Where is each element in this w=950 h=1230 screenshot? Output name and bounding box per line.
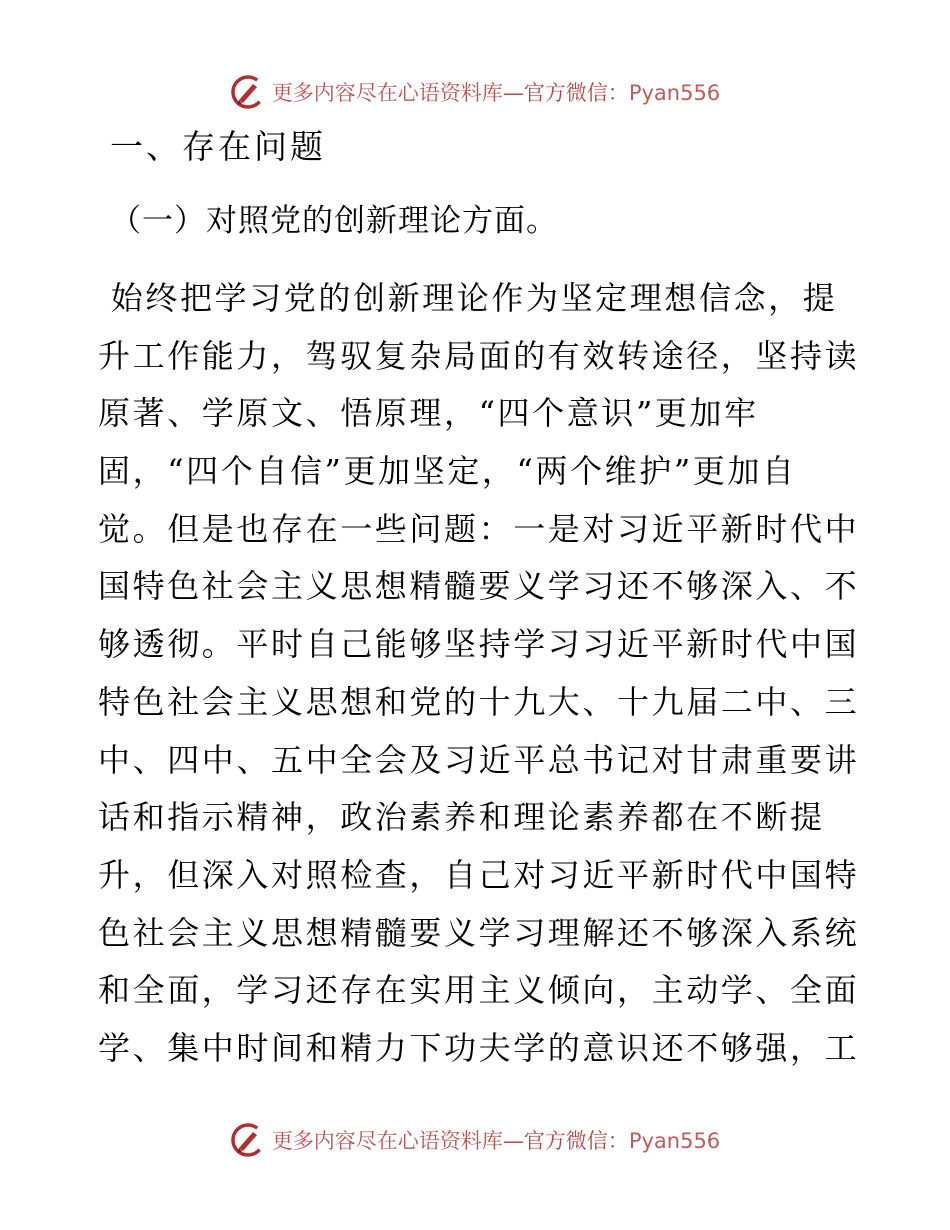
paragraph-line: 国特色社会主义思想精髓要义学习还不够深入、不 (98, 567, 860, 606)
paragraph-line: 始终把学习党的创新理论作为坚定理想信念，提 (98, 279, 838, 317)
pen-circle-logo-icon (230, 74, 266, 110)
watermark-dash: — (502, 81, 524, 105)
paragraph-line: 和全面，学习还存在实用主义倾向，主动学、全面 (98, 971, 860, 1010)
body-paragraph (98, 270, 858, 1078)
paragraph-line: 固，“四个自信”更加坚定，“两个维护”更加自 (98, 452, 797, 491)
watermark-wechat-id: Pyan556 (628, 1129, 721, 1153)
paragraph-line: 升，但深入对照检查，自己对习近平新时代中国特 (98, 855, 860, 894)
pen-circle-logo-icon (230, 1122, 266, 1158)
subsection-heading: （一）对照党的创新理论方面。 (110, 203, 558, 239)
section-heading: 一、存在问题 (110, 127, 326, 166)
watermark-text (272, 77, 720, 107)
watermark-text (272, 1125, 720, 1155)
bottom-watermark-banner (0, 1118, 950, 1162)
watermark-site-name: 更多内容尽在心语资料库 (271, 1129, 503, 1153)
top-watermark-banner (0, 70, 950, 114)
watermark-wechat-label: 官方微信： (523, 1129, 629, 1153)
watermark-site-name: 更多内容尽在心语资料库 (271, 81, 503, 105)
paragraph-line: 特色社会主义思想和党的十九大、十九届二中、三 (98, 682, 860, 721)
paragraph-line: 学、集中时间和精力下功夫学的意识还不够强，工 (98, 1028, 860, 1067)
paragraph-line: 话和指示精神，政治素养和理论素养都在不断提 (98, 798, 825, 837)
paragraph-line: 升工作能力，驾驭复杂局面的有效转途径，坚持读 (98, 336, 860, 375)
paragraph-line: 够透彻。平时自己能够坚持学习习近平新时代中国 (98, 625, 860, 664)
watermark-wechat-id: Pyan556 (628, 81, 721, 105)
paragraph-line: 中、四中、五中全会及习近平总书记对甘肃重要讲 (98, 740, 860, 779)
paragraph-line: 原著、学原文、悟原理，“四个意识”更加牢 (98, 394, 759, 433)
paragraph-line: 色社会主义思想精髓要义学习理解还不够深入系统 (98, 913, 860, 952)
watermark-wechat-label: 官方微信： (523, 81, 629, 105)
watermark-dash: — (502, 1129, 524, 1153)
paragraph-line: 觉。但是也存在一些问题：一是对习近平新时代中 (98, 509, 860, 548)
